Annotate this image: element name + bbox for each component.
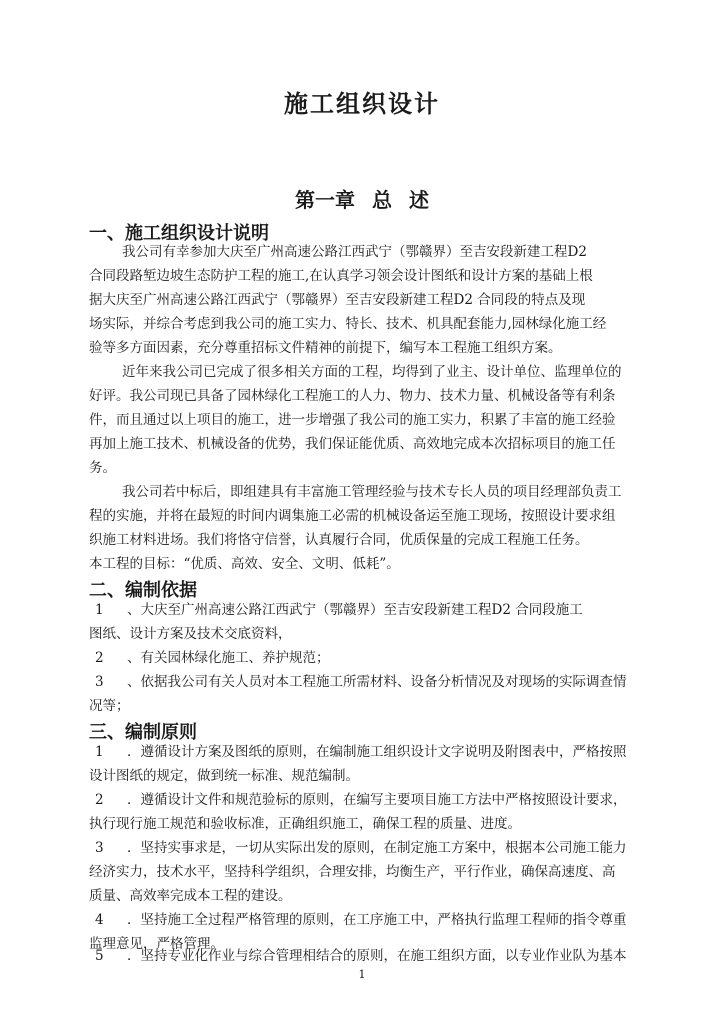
list-item-continuation: 设计图纸的规定，做到统一标准、规范编制。 (89, 768, 359, 784)
paragraph-line: 再加上施工技术、机械设备的优势，我们保证能优质、高效地完成本次招标项目的施工任 (89, 436, 616, 452)
paragraph-line: 织施工材料进场。我们将恪守信誉，认真履行合同，优质保量的完成工程施工任务。 (89, 532, 589, 548)
section-heading-2: 二、编制依据 (89, 580, 197, 601)
list-text: ．坚持专业化作业与综合管理相结合的原则，在施工组织方面，以专业作业队为基本 (127, 948, 627, 964)
paragraph-line: 场实际，并综合考虑到我公司的施工实力、特长、技术、机具配套能力,园林绿化施工经 (89, 316, 607, 332)
document-title: 施工组织设计 (284, 90, 440, 118)
paragraph-line: 程的实施，并将在最短的时间内调集施工必需的机械设备运至施工现场，按照设计要求组 (89, 508, 616, 524)
list-item-continuation: 监理意见，严格管理。 (89, 936, 224, 952)
list-item (89, 910, 627, 930)
list-item-continuation: 图纸、设计方案及技术交底资料， (89, 626, 292, 642)
list-number: 1 (95, 602, 104, 618)
list-item-continuation: 经济实力，技术水平，坚持科学组织，合理安排，均衡生产，平行作业，确保高速度、高 (89, 864, 616, 880)
list-item-continuation: 况等； (89, 698, 130, 714)
paragraph-line: 我公司若中标后，即组建具有丰富施工管理经验与技术专长人员的项目经理部负责工 (122, 484, 622, 500)
list-number: 2 (95, 650, 104, 666)
paragraph-line: 我公司有幸参加大庆至广州高速公路江西武宁（鄂赣界）至吉安段新建工程D2 (122, 244, 587, 260)
list-item (89, 742, 627, 762)
list-item (89, 672, 627, 692)
paragraph-line: 好评。我公司现已具备了园林绿化工程施工的人力、物力、技术力量、机械设备等有利条 (89, 388, 616, 404)
paragraph-line: 本工程的目标：“优质、高效、安全、文明、低耗”。 (89, 556, 400, 572)
list-text: 、依据我公司有关人员对本工程施工所需材料、设备分析情况及对现场的实际调查情 (127, 674, 627, 690)
paragraph-line: 据大庆至广州高速公路江西武宁（鄂赣界）至吉安段新建工程D2 合同段的特点及现 (89, 292, 586, 308)
list-text: ．坚持实事求是，一切从实际出发的原则，在制定施工方案中，根据本公司施工能力 (127, 840, 627, 856)
list-item (89, 648, 330, 668)
section-heading-3: 三、编制原则 (89, 722, 197, 743)
paragraph-line: 务。 (89, 460, 116, 476)
list-text: ．遵循设计文件和规范验标的原则，在编写主要项目施工方法中严格按照设计要求， (127, 792, 627, 808)
list-number: 1 (95, 744, 104, 760)
list-item (89, 838, 627, 858)
paragraph-line: 合同段路堑边坡生态防护工程的施工,在认真学习领会设计图纸和设计方案的基础上根 (89, 268, 593, 284)
list-number: 2 (95, 792, 104, 808)
list-text: ．坚持施工全过程严格管理的原则，在工序施工中，严格执行监理工程师的指令尊重 (127, 912, 627, 928)
list-text: 、大庆至广州高速公路江西武宁（鄂赣界）至吉安段新建工程D2 合同段施工 (127, 602, 583, 618)
list-number: 3 (95, 674, 104, 690)
list-item (89, 790, 627, 810)
list-number: 5 (95, 948, 104, 964)
list-item-continuation: 质量、高效率完成本工程的建设。 (89, 888, 292, 904)
list-number: 3 (95, 840, 104, 856)
list-text: ．遵循设计方案及图纸的原则，在编制施工组织设计文字说明及附图表中，严格按照 (127, 744, 627, 760)
list-item (89, 946, 627, 966)
list-item (89, 600, 583, 620)
list-item-continuation: 执行现行施工规范和验收标准，正确组织施工，确保工程的质量、进度。 (89, 816, 521, 832)
paragraph-line: 近年来我公司已完成了很多相关方面的工程，均得到了业主、设计单位、监理单位的 (122, 364, 622, 380)
page-number: 1 (358, 968, 366, 981)
list-text: 、有关园林绿化施工、养护规范； (127, 650, 330, 666)
chapter-heading: 第一章 总 述 (295, 188, 429, 212)
list-number: 4 (95, 912, 104, 928)
section-heading-1: 一、施工组织设计说明 (89, 223, 269, 244)
paragraph-line: 验等多方面因素，充分尊重招标文件精神的前提下，编写本工程施工组织方案。 (89, 340, 562, 356)
paragraph-line: 件，而且通过以上项目的施工，进一步增强了我公司的施工实力，积累了丰富的施工经验 (89, 412, 616, 428)
